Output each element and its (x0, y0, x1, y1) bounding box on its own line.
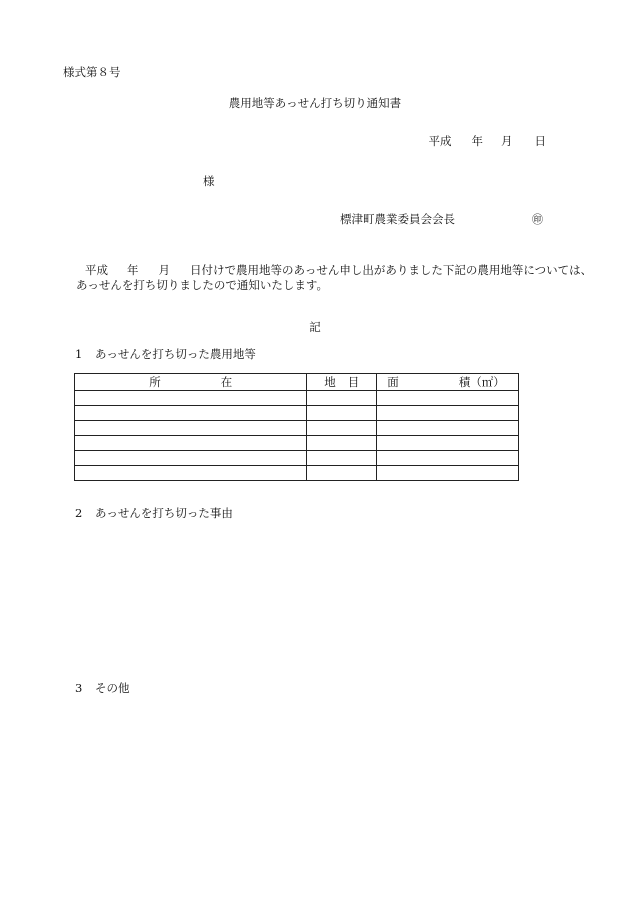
cell-land-category (307, 451, 377, 466)
cell-land-category (307, 466, 377, 481)
date-year: 年 (471, 134, 483, 148)
body-month: 月 (158, 263, 170, 277)
section-3 (75, 680, 130, 696)
land-table (74, 373, 519, 481)
cell-location (75, 406, 307, 421)
header-area: 面 積（㎡） (377, 374, 519, 391)
seal-mark: ㊞ (532, 213, 543, 226)
body-text (76, 263, 592, 293)
body-era: 平成 (85, 263, 108, 277)
ki-heading: 記 (309, 320, 321, 334)
header-location: 所 在 (75, 374, 307, 391)
table-row (75, 406, 519, 421)
cell-location (75, 421, 307, 436)
cell-area (377, 421, 519, 436)
cell-area (377, 466, 519, 481)
form-number: 様式第８号 (63, 65, 121, 79)
table-row (75, 466, 519, 481)
cell-area (377, 406, 519, 421)
section-label: あっせんを打ち切った事由 (95, 506, 233, 520)
section-2 (75, 505, 233, 521)
header-land-category: 地 目 (307, 374, 377, 391)
sender-name: 標津町農業委員会会長 (340, 212, 455, 226)
section-label: その他 (95, 681, 130, 695)
section-1 (75, 346, 256, 362)
cell-land-category (307, 421, 377, 436)
date-line (429, 133, 547, 149)
cell-location (75, 391, 307, 406)
body-line-2: あっせんを打ち切りましたので通知いたします。 (76, 278, 328, 292)
body-line1-rest: 日付けで農用地等のあっせん申し出がありました下記の農用地等については、 (190, 263, 593, 277)
cell-land-category (307, 391, 377, 406)
cell-location (75, 466, 307, 481)
date-day: 日 (534, 134, 546, 148)
table-row (75, 436, 519, 451)
cell-land-category (307, 436, 377, 451)
section-number: 3 (75, 681, 83, 695)
date-era: 平成 (428, 134, 452, 148)
date-month: 月 (501, 134, 513, 148)
cell-area (377, 451, 519, 466)
body-line-1 (76, 263, 592, 278)
section-number: 2 (75, 506, 83, 520)
cell-location (75, 436, 307, 451)
section-label: あっせんを打ち切った農用地等 (95, 347, 256, 361)
cell-location (75, 451, 307, 466)
addressee-suffix: 様 (203, 174, 215, 188)
document-title: 農用地等あっせん打ち切り通知書 (228, 96, 402, 110)
table-row (75, 391, 519, 406)
table-row (75, 451, 519, 466)
cell-area (377, 391, 519, 406)
cell-land-category (307, 406, 377, 421)
table-header-row (75, 374, 519, 391)
section-number: 1 (75, 347, 83, 361)
body-year: 年 (127, 263, 139, 277)
table-row (75, 421, 519, 436)
cell-area (377, 436, 519, 451)
